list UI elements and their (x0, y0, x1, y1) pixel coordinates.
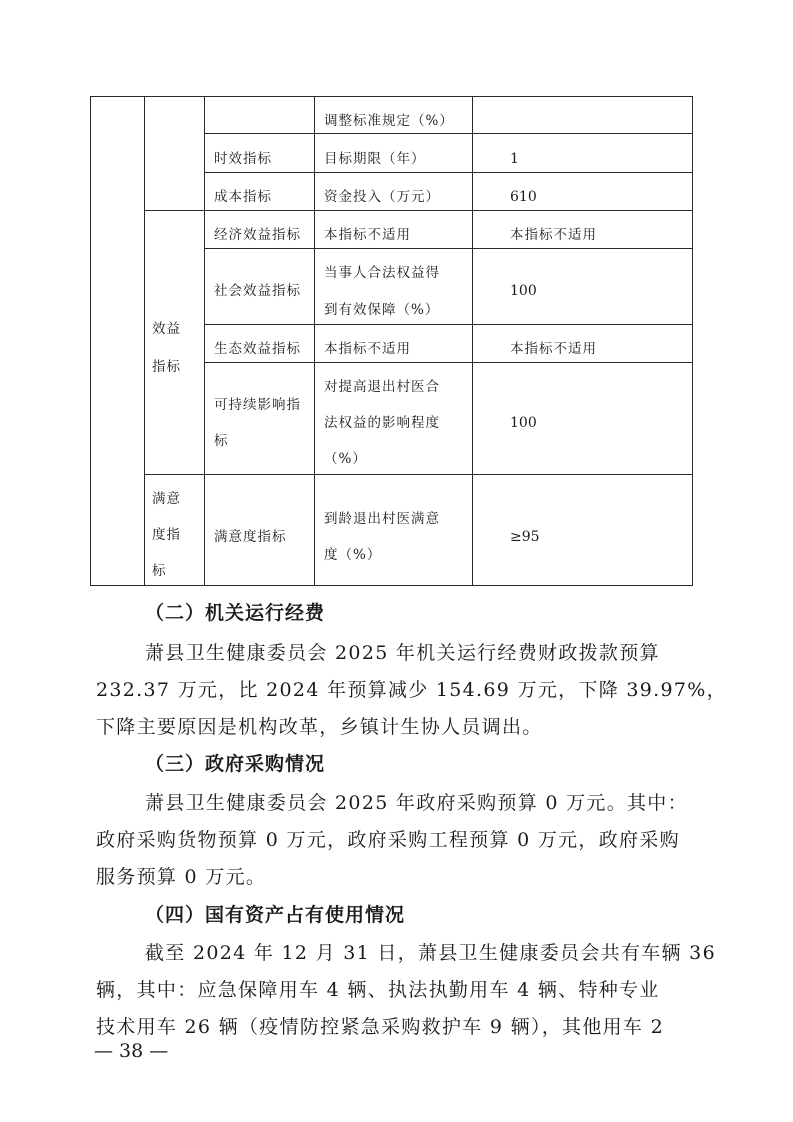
table-cell: ≥95 (510, 529, 540, 545)
group-label-satisfaction: 标 (152, 563, 167, 579)
paragraph-line: 辆，其中：应急保障用车 4 辆、执法执勤用车 4 辆、特种专业 (96, 979, 660, 1001)
table-cell: 经济效益指标 (214, 227, 301, 243)
table-cell: 当事人合法权益得 (324, 265, 440, 281)
table-cell: 社会效益指标 (214, 283, 301, 299)
table-cell: 目标期限（年） (324, 151, 426, 167)
page-number: — 38 — (94, 1040, 169, 1062)
paragraph-line: 政府采购货物预算 0 万元，政府采购工程预算 0 万元，政府采购 (96, 829, 680, 851)
table-cell: 本指标不适用 (510, 341, 597, 357)
table-cell: 满意度指标 (214, 529, 287, 545)
table-cell: 资金投入（万元） (324, 189, 440, 205)
paragraph-line: 下降主要原因是机构改革，乡镇计生协人员调出。 (96, 716, 543, 738)
paragraph-line: 服务预算 0 万元。 (96, 866, 267, 888)
paragraph-line: 技术用车 26 辆（疫情防控紧急采购救护车 9 辆），其他用车 2 (96, 1016, 664, 1038)
table-cell: 可持续影响指 (214, 397, 301, 413)
table-row-line (204, 362, 693, 363)
table-col-line (472, 96, 473, 586)
section-heading-2: （二）机关运行经费 (145, 602, 326, 624)
table-cell: 度（%） (324, 547, 382, 563)
table-border-left (90, 96, 91, 586)
group-label-benefit: 指标 (152, 359, 181, 375)
table-cell: 生态效益指标 (214, 341, 301, 357)
group-label-satisfaction: 满意 (152, 491, 181, 507)
table-row-line (204, 324, 693, 325)
table-cell: 100 (510, 283, 537, 299)
paragraph-line: 232.37 万元，比 2024 年预算减少 154.69 万元，下降 39.97%， (96, 679, 727, 701)
table-border-right (692, 96, 693, 586)
table-cell: 100 (510, 415, 537, 431)
table-row-line (204, 172, 693, 173)
table-cell: 610 (510, 189, 537, 205)
table-cell: 本指标不适用 (324, 227, 411, 243)
table-cell: 到有效保障（%） (324, 302, 440, 318)
table-cell: 对提高退出村医合 (324, 379, 440, 395)
table-cell: 标 (214, 433, 229, 449)
table-col-line (204, 96, 205, 586)
table-col-line (314, 96, 315, 586)
paragraph-line: 截至 2024 年 12 月 31 日，萧县卫生健康委员会共有车辆 36 (145, 942, 716, 964)
group-label-benefit: 效益 (152, 321, 181, 337)
table-row-line (144, 210, 693, 211)
table-cell: 本指标不适用 (510, 227, 597, 243)
paragraph-line: 萧县卫生健康委员会 2025 年机关运行经费财政拨款预算 (145, 642, 660, 664)
table-border-top (90, 96, 693, 97)
section-heading-3: （三）政府采购情况 (145, 753, 326, 775)
table-row-line (204, 133, 693, 134)
table-cell: 成本指标 (214, 189, 272, 205)
group-label-satisfaction: 度指 (152, 527, 181, 543)
table-cell: 调整标准规定（%） (324, 113, 454, 129)
table-row-line (204, 248, 693, 249)
table-col-line (144, 96, 145, 586)
table-cell: 时效指标 (214, 151, 272, 167)
paragraph-line: 萧县卫生健康委员会 2025 年政府采购预算 0 万元。其中： (145, 792, 688, 814)
table-cell: 1 (510, 151, 519, 167)
table-cell: 本指标不适用 (324, 341, 411, 357)
section-heading-4: （四）国有资产占有使用情况 (145, 904, 406, 926)
table-cell: 到龄退出村医满意 (324, 511, 440, 527)
performance-indicator-table (90, 96, 693, 586)
table-cell: 法权益的影响程度 (324, 415, 440, 431)
table-cell: （%） (324, 451, 367, 467)
table-row-line (144, 474, 693, 475)
table-border-bottom (90, 585, 693, 586)
